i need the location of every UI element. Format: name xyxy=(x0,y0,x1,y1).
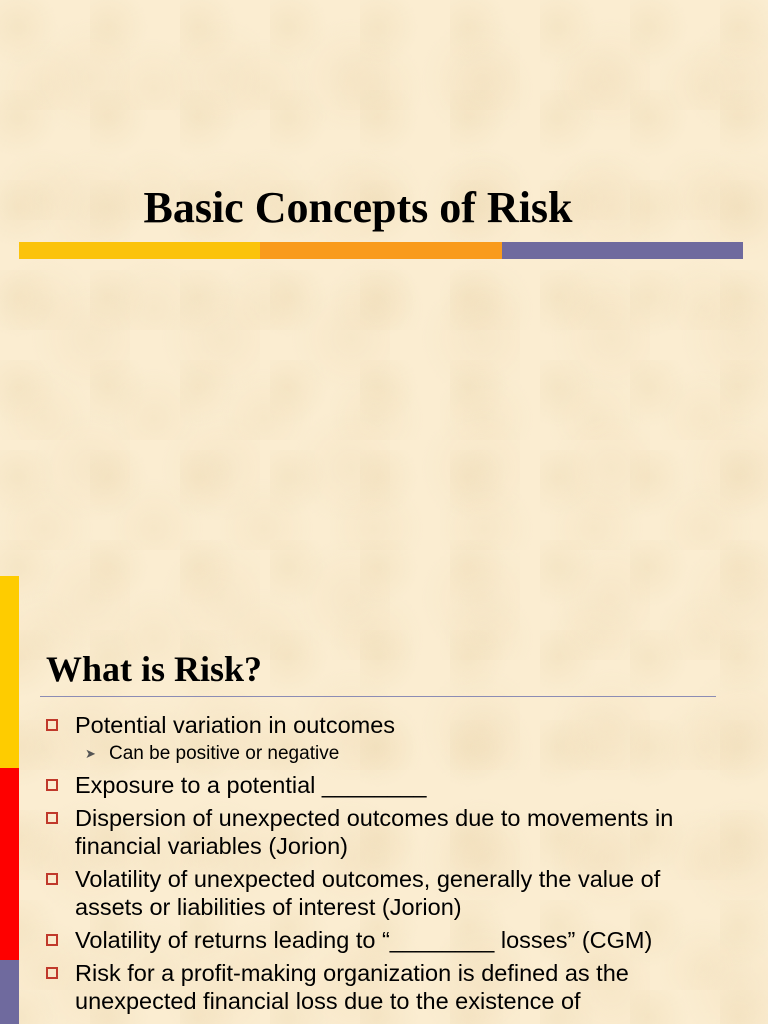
slide-title: Basic Concepts of Risk xyxy=(143,183,573,232)
side-color-bar xyxy=(0,576,19,1024)
bullet-item xyxy=(46,926,726,954)
arrowhead-icon: ➤ xyxy=(85,746,96,761)
bullet-item xyxy=(46,711,726,739)
side-bar-yellow-segment xyxy=(0,576,19,768)
bullet-item xyxy=(46,771,726,799)
bullet-text: Exposure to a potential ________ xyxy=(75,772,427,798)
hollow-square-icon xyxy=(46,812,58,824)
hollow-square-icon xyxy=(46,934,58,946)
side-bar-purple-segment xyxy=(0,960,19,1024)
title-bar-purple-segment xyxy=(502,242,743,259)
title-bar-orange-segment xyxy=(260,242,501,259)
heading-divider xyxy=(40,696,716,697)
title-bar-yellow-segment xyxy=(19,242,260,259)
bullet-text: Volatility of returns leading to “________ losses” (CGM) xyxy=(75,927,653,953)
hollow-square-icon xyxy=(46,967,58,979)
bullet-text: Volatility of unexpected outcomes, generally the value of assets or liabilities of interest (Jorion) xyxy=(75,866,661,920)
side-bar-red-segment xyxy=(0,768,19,960)
sub-bullet-text: Can be positive or negative xyxy=(109,743,340,764)
title-color-bar xyxy=(19,242,743,259)
bullet-item xyxy=(46,804,726,860)
bullet-item xyxy=(46,959,726,1015)
section-heading: What is Risk? xyxy=(46,649,263,689)
bullet-text: Risk for a profit-making organization is defined as the unexpected financial loss due to the existence of xyxy=(75,960,629,1014)
bullet-text: Potential variation in outcomes xyxy=(75,712,396,738)
bullet-list xyxy=(46,711,726,1020)
hollow-square-icon xyxy=(46,873,58,885)
bullet-text: Dispersion of unexpected outcomes due to movements in financial variables (Jorion) xyxy=(75,805,674,859)
bullet-item xyxy=(46,865,726,921)
hollow-square-icon xyxy=(46,779,58,791)
hollow-square-icon xyxy=(46,719,58,731)
sub-bullet-item xyxy=(46,741,726,767)
